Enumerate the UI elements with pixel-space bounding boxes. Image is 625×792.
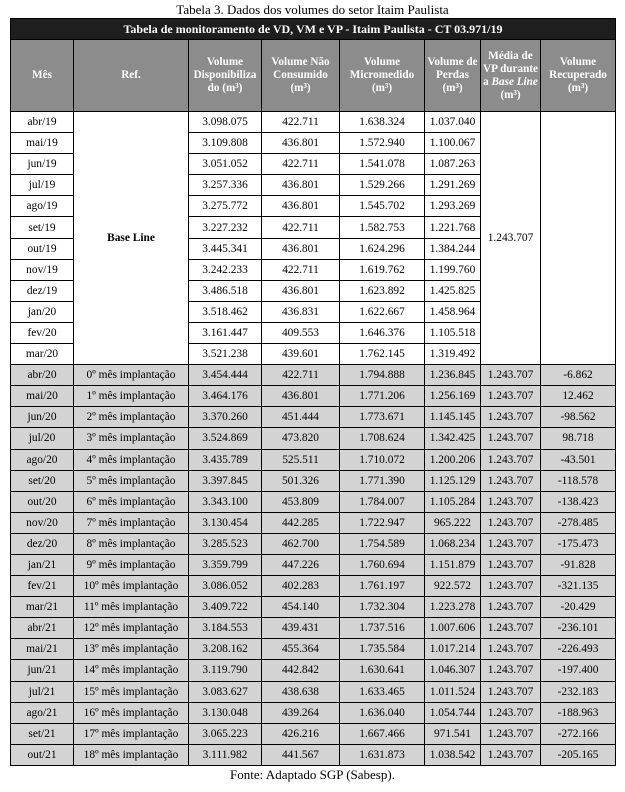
cell-vm: 1.633.465: [340, 681, 425, 702]
cell-vm: 1.771.390: [340, 470, 425, 491]
cell-vm: 1.623.892: [340, 280, 425, 301]
cell-vm: 1.624.296: [340, 238, 425, 259]
cell-mes: dez/20: [11, 533, 74, 554]
cell-vp: 1.256.169: [425, 386, 481, 407]
cell-ref: 8º mês implantação: [74, 533, 189, 554]
cell-vr: -197.400: [541, 660, 616, 681]
cell-vm: 1.545.702: [340, 196, 425, 217]
cell-media: 1.243.707: [481, 449, 541, 470]
cell-baseline-ref: Base Line: [74, 112, 189, 365]
cell-ref: 2º mês implantação: [74, 407, 189, 428]
cell-vd: 3.109.808: [189, 133, 262, 154]
cell-vd: 3.285.523: [189, 533, 262, 554]
cell-vr: -6.862: [541, 365, 616, 386]
cell-vnc: 455.364: [262, 639, 340, 660]
cell-ref: 12º mês implantação: [74, 618, 189, 639]
cell-media: 1.243.707: [481, 365, 541, 386]
cell-vm: 1.636.040: [340, 702, 425, 723]
table-row: [11, 112, 616, 133]
cell-vnc: 426.216: [262, 723, 340, 744]
cell-mes: mar/21: [11, 597, 74, 618]
cell-media: 1.243.707: [481, 407, 541, 428]
cell-vp: 1.087.263: [425, 154, 481, 175]
cell-vnc: 436.801: [262, 196, 340, 217]
cell-mes: fev/21: [11, 576, 74, 597]
cell-vd: 3.435.789: [189, 449, 262, 470]
cell-vnc: 436.801: [262, 386, 340, 407]
header-mes: Mês: [11, 40, 74, 112]
cell-vnc: 436.801: [262, 280, 340, 301]
cell-vp: 965.222: [425, 512, 481, 533]
cell-vm: 1.529.266: [340, 175, 425, 196]
cell-media: 1.243.707: [481, 639, 541, 660]
cell-vd: 3.083.627: [189, 681, 262, 702]
cell-vd: 3.111.982: [189, 744, 262, 765]
cell-vr: -205.165: [541, 744, 616, 765]
cell-vm: 1.722.947: [340, 512, 425, 533]
cell-media: 1.243.707: [481, 576, 541, 597]
cell-ref: 3º mês implantação: [74, 428, 189, 449]
cell-vm: 1.773.671: [340, 407, 425, 428]
cell-mes: set/20: [11, 470, 74, 491]
cell-mes: mai/20: [11, 386, 74, 407]
cell-vr: -98.562: [541, 407, 616, 428]
cell-media: 1.243.707: [481, 723, 541, 744]
cell-vr: 98.718: [541, 428, 616, 449]
cell-mes: set/21: [11, 723, 74, 744]
cell-vr: -43.501: [541, 449, 616, 470]
header-volume-micromedido: Volume Micromedido (m³): [340, 40, 425, 112]
cell-baseline-media: 1.243.707: [481, 112, 541, 365]
cell-vnc: 422.711: [262, 259, 340, 280]
cell-vr: -138.423: [541, 491, 616, 512]
cell-mes: fev/20: [11, 322, 74, 343]
cell-vp: 1.017.214: [425, 639, 481, 660]
cell-vr: -321.135: [541, 576, 616, 597]
cell-vp: 1.458.964: [425, 301, 481, 322]
cell-vd: 3.242.233: [189, 259, 262, 280]
cell-vd: 3.227.232: [189, 217, 262, 238]
cell-vnc: 473.820: [262, 428, 340, 449]
cell-vm: 1.619.762: [340, 259, 425, 280]
table-caption: Tabela 3. Dados dos volumes do setor Itaim Paulista: [176, 2, 449, 17]
table-row: [11, 470, 616, 491]
cell-vd: 3.521.238: [189, 344, 262, 365]
table-source: Fonte: Adaptado SGP (Sabesp).: [230, 766, 395, 782]
header-media-vp: Média de VP durante a Base Line (m³): [481, 40, 541, 112]
cell-vr: -272.166: [541, 723, 616, 744]
cell-vm: 1.541.078: [340, 154, 425, 175]
table-row: [11, 491, 616, 512]
cell-media: 1.243.707: [481, 744, 541, 765]
cell-vd: 3.130.454: [189, 512, 262, 533]
cell-vp: 1.291.269: [425, 175, 481, 196]
cell-ref: 13º mês implantação: [74, 639, 189, 660]
cell-mes: nov/20: [11, 512, 74, 533]
cell-vd: 3.454.444: [189, 365, 262, 386]
cell-vm: 1.630.641: [340, 660, 425, 681]
cell-mes: mar/20: [11, 344, 74, 365]
cell-vp: 971.541: [425, 723, 481, 744]
table-row: [11, 639, 616, 660]
cell-mes: ago/20: [11, 449, 74, 470]
cell-media: 1.243.707: [481, 491, 541, 512]
cell-vm: 1.582.753: [340, 217, 425, 238]
cell-vnc: 436.831: [262, 301, 340, 322]
cell-vp: 1.199.760: [425, 259, 481, 280]
table-row: [11, 744, 616, 765]
cell-mes: mai/19: [11, 133, 74, 154]
cell-mes: jul/20: [11, 428, 74, 449]
table-row: [11, 428, 616, 449]
cell-ref: 11º mês implantação: [74, 597, 189, 618]
cell-vm: 1.771.206: [340, 386, 425, 407]
cell-ref: 16º mês implantação: [74, 702, 189, 723]
cell-vp: 1.151.879: [425, 554, 481, 575]
cell-vm: 1.622.667: [340, 301, 425, 322]
cell-vd: 3.161.447: [189, 322, 262, 343]
cell-vnc: 454.140: [262, 597, 340, 618]
header-volume-recuperado: Volume Recuperado (m³): [541, 40, 616, 112]
cell-media: 1.243.707: [481, 554, 541, 575]
cell-media: 1.243.707: [481, 386, 541, 407]
cell-vp: 1.038.542: [425, 744, 481, 765]
cell-vr: 12.462: [541, 386, 616, 407]
cell-vnc: 525.511: [262, 449, 340, 470]
cell-ref: 14º mês implantação: [74, 660, 189, 681]
cell-vm: 1.762.145: [340, 344, 425, 365]
cell-vnc: 442.285: [262, 512, 340, 533]
cell-mes: jan/20: [11, 301, 74, 322]
table-row: [11, 554, 616, 575]
cell-vnc: 422.711: [262, 112, 340, 133]
cell-vm: 1.708.624: [340, 428, 425, 449]
cell-vp: 1.221.768: [425, 217, 481, 238]
cell-vp: 1.046.307: [425, 660, 481, 681]
cell-ref: 0º mês implantação: [74, 365, 189, 386]
cell-ref: 1º mês implantação: [74, 386, 189, 407]
cell-vp: 1.236.845: [425, 365, 481, 386]
cell-mes: set/19: [11, 217, 74, 238]
cell-media: 1.243.707: [481, 660, 541, 681]
cell-mes: ago/21: [11, 702, 74, 723]
cell-vp: 1.384.244: [425, 238, 481, 259]
cell-mes: nov/19: [11, 259, 74, 280]
cell-vp: 1.054.744: [425, 702, 481, 723]
cell-vm: 1.735.584: [340, 639, 425, 660]
cell-vnc: 442.842: [262, 660, 340, 681]
cell-vnc: 409.553: [262, 322, 340, 343]
cell-vd: 3.359.799: [189, 554, 262, 575]
cell-vnc: 439.431: [262, 618, 340, 639]
cell-vm: 1.754.589: [340, 533, 425, 554]
cell-vnc: 462.700: [262, 533, 340, 554]
cell-vd: 3.397.845: [189, 470, 262, 491]
table-row: [11, 597, 616, 618]
cell-vr: -226.493: [541, 639, 616, 660]
cell-vnc: 439.601: [262, 344, 340, 365]
cell-vnc: 451.444: [262, 407, 340, 428]
table-row: [11, 365, 616, 386]
cell-mes: ago/19: [11, 196, 74, 217]
cell-mes: abr/19: [11, 112, 74, 133]
cell-vm: 1.638.324: [340, 112, 425, 133]
header-ref: Ref.: [74, 40, 189, 112]
cell-baseline-vr-empty: [541, 112, 616, 365]
cell-vd: 3.086.052: [189, 576, 262, 597]
cell-media: 1.243.707: [481, 470, 541, 491]
cell-vp: 1.105.284: [425, 491, 481, 512]
cell-ref: 10º mês implantação: [74, 576, 189, 597]
table-row: [11, 386, 616, 407]
cell-vp: 1.068.234: [425, 533, 481, 554]
cell-media: 1.243.707: [481, 618, 541, 639]
cell-vd: 3.343.100: [189, 491, 262, 512]
cell-vnc: 422.711: [262, 154, 340, 175]
cell-vp: 1.200.206: [425, 449, 481, 470]
cell-ref: 4º mês implantação: [74, 449, 189, 470]
cell-mes: jul/21: [11, 681, 74, 702]
cell-vnc: 447.226: [262, 554, 340, 575]
cell-ref: 18º mês implantação: [74, 744, 189, 765]
cell-vd: 3.464.176: [189, 386, 262, 407]
cell-ref: 6º mês implantação: [74, 491, 189, 512]
cell-ref: 15º mês implantação: [74, 681, 189, 702]
cell-vr: -91.828: [541, 554, 616, 575]
cell-vp: 1.011.524: [425, 681, 481, 702]
cell-vd: 3.486.518: [189, 280, 262, 301]
cell-vr: -118.578: [541, 470, 616, 491]
cell-ref: 9º mês implantação: [74, 554, 189, 575]
cell-mes: dez/19: [11, 280, 74, 301]
cell-mes: out/20: [11, 491, 74, 512]
cell-vp: 1.319.492: [425, 344, 481, 365]
table-row: [11, 449, 616, 470]
header-volume-nao-consumido: Volume Não Consumido (m³): [262, 40, 340, 112]
cell-mes: jun/19: [11, 154, 74, 175]
cell-vd: 3.445.341: [189, 238, 262, 259]
cell-media: 1.243.707: [481, 533, 541, 554]
cell-vd: 3.119.790: [189, 660, 262, 681]
cell-vr: -188.963: [541, 702, 616, 723]
cell-mes: jun/21: [11, 660, 74, 681]
cell-media: 1.243.707: [481, 702, 541, 723]
cell-mes: abr/21: [11, 618, 74, 639]
cell-vm: 1.732.304: [340, 597, 425, 618]
cell-mes: abr/20: [11, 365, 74, 386]
table-row: [11, 576, 616, 597]
cell-vp: 1.293.269: [425, 196, 481, 217]
cell-vm: 1.710.072: [340, 449, 425, 470]
cell-vd: 3.051.052: [189, 154, 262, 175]
cell-vm: 1.760.694: [340, 554, 425, 575]
cell-vnc: 402.283: [262, 576, 340, 597]
cell-vp: 1.223.278: [425, 597, 481, 618]
cell-vm: 1.794.888: [340, 365, 425, 386]
cell-vm: 1.784.007: [340, 491, 425, 512]
table-row: [11, 660, 616, 681]
cell-vnc: 422.711: [262, 217, 340, 238]
cell-mes: mai/21: [11, 639, 74, 660]
cell-vnc: 438.638: [262, 681, 340, 702]
table-row: [11, 681, 616, 702]
header-volume-perdas: Volume de Perdas (m³): [425, 40, 481, 112]
cell-vm: 1.572.940: [340, 133, 425, 154]
cell-vnc: 453.809: [262, 491, 340, 512]
table-row: [11, 407, 616, 428]
cell-vnc: 436.801: [262, 175, 340, 196]
cell-vr: -278.485: [541, 512, 616, 533]
cell-mes: jan/21: [11, 554, 74, 575]
table-row: [11, 618, 616, 639]
cell-vnc: 422.711: [262, 365, 340, 386]
cell-mes: jun/20: [11, 407, 74, 428]
cell-vnc: 439.264: [262, 702, 340, 723]
cell-vd: 3.257.336: [189, 175, 262, 196]
cell-vp: 922.572: [425, 576, 481, 597]
cell-vm: 1.667.466: [340, 723, 425, 744]
cell-media: 1.243.707: [481, 597, 541, 618]
cell-mes: out/21: [11, 744, 74, 765]
cell-vr: -20.429: [541, 597, 616, 618]
cell-vnc: 501.326: [262, 470, 340, 491]
cell-vp: 1.425.825: [425, 280, 481, 301]
cell-vnc: 436.801: [262, 133, 340, 154]
cell-media: 1.243.707: [481, 681, 541, 702]
table-row: [11, 723, 616, 744]
cell-vd: 3.184.553: [189, 618, 262, 639]
cell-vp: 1.145.145: [425, 407, 481, 428]
cell-mes: out/19: [11, 238, 74, 259]
cell-vp: 1.105.518: [425, 322, 481, 343]
cell-media: 1.243.707: [481, 512, 541, 533]
cell-vd: 3.275.772: [189, 196, 262, 217]
cell-vp: 1.125.129: [425, 470, 481, 491]
header-volume-disponibilizado: Volume Disponibiliza do (m³): [189, 40, 262, 112]
cell-vm: 1.761.197: [340, 576, 425, 597]
cell-vp: 1.342.425: [425, 428, 481, 449]
cell-vp: 1.007.606: [425, 618, 481, 639]
cell-vr: -232.183: [541, 681, 616, 702]
cell-vr: -236.101: [541, 618, 616, 639]
cell-vd: 3.098.075: [189, 112, 262, 133]
cell-vd: 3.130.048: [189, 702, 262, 723]
cell-vp: 1.100.067: [425, 133, 481, 154]
cell-ref: 7º mês implantação: [74, 512, 189, 533]
table-row: [11, 702, 616, 723]
cell-vd: 3.524.869: [189, 428, 262, 449]
cell-media: 1.243.707: [481, 428, 541, 449]
table-title: Tabela de monitoramento de VD, VM e VP - Itaim Paulista - CT 03.971/19: [11, 19, 616, 40]
cell-mes: jul/19: [11, 175, 74, 196]
cell-ref: 17º mês implantação: [74, 723, 189, 744]
cell-ref: 5º mês implantação: [74, 470, 189, 491]
cell-vm: 1.631.873: [340, 744, 425, 765]
table-row: [11, 533, 616, 554]
cell-vnc: 436.801: [262, 238, 340, 259]
cell-vnc: 441.567: [262, 744, 340, 765]
cell-vd: 3.370.260: [189, 407, 262, 428]
cell-vd: 3.409.722: [189, 597, 262, 618]
table-row: [11, 512, 616, 533]
cell-vd: 3.065.223: [189, 723, 262, 744]
cell-vp: 1.037.040: [425, 112, 481, 133]
cell-vr: -175.473: [541, 533, 616, 554]
cell-vd: 3.208.162: [189, 639, 262, 660]
cell-vm: 1.737.516: [340, 618, 425, 639]
volumes-table: [10, 18, 616, 766]
cell-vm: 1.646.376: [340, 322, 425, 343]
cell-vd: 3.518.462: [189, 301, 262, 322]
